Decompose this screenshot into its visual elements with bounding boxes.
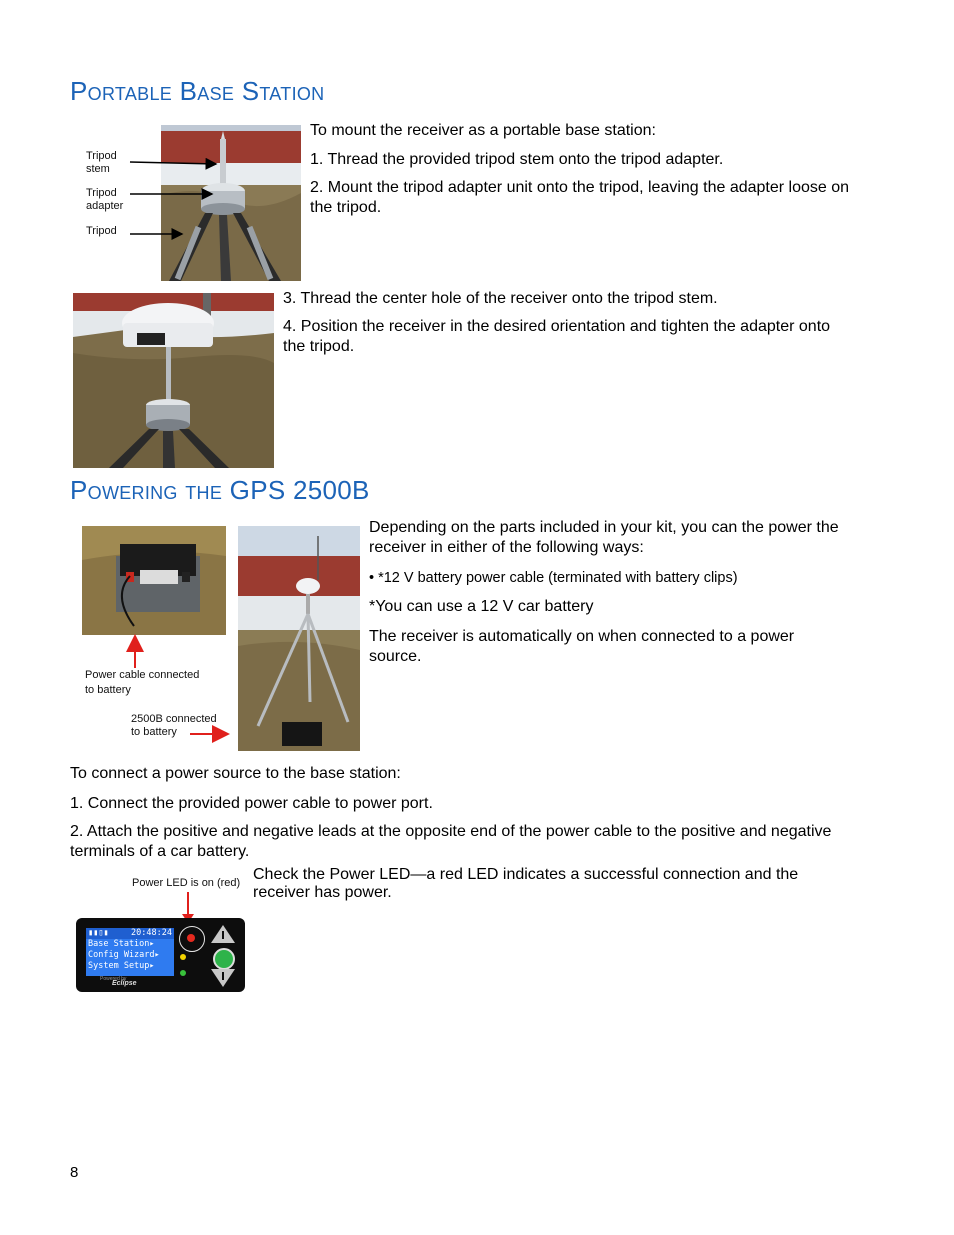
connect-step-1: 1. Connect the provided power cable to power port. [70, 795, 433, 812]
lcd-screen [86, 928, 174, 976]
lcd-menu-system-setup[interactable]: System Setup▸ [88, 961, 155, 971]
enter-button[interactable] [213, 948, 235, 970]
lcd-status-bar [86, 928, 174, 939]
signal-bars-icon: ▮▮▯▮ [88, 928, 109, 938]
receiver-display-panel [76, 918, 245, 992]
field-tripod-photo [238, 526, 360, 751]
power-option-bullet: • *12 V battery power cable (terminated with battery clips) [369, 570, 738, 586]
label-tripod: Tripod [86, 225, 117, 237]
label-power-led: Power LED is on (red) [132, 877, 241, 889]
up-arrow-button[interactable] [210, 924, 236, 944]
mount-intro: To mount the receiver as a portable base station: [310, 122, 656, 139]
red-arrows [120, 630, 240, 745]
label-tripod-stem: Tripod stem [86, 150, 117, 175]
section-title-powering: Powering the GPS 2500B [70, 475, 370, 505]
eclipse-logo: Eclipse [112, 980, 137, 987]
mount-step-4: 4. Position the receiver in the desired orientation and tighten the adapter onto the tripod. [283, 318, 831, 355]
page-number: 8 [70, 1164, 79, 1181]
connect-step-2: 2. Attach the positive and negative leads at the opposite end of the power cable to the positive and negative terminals of a car battery. [70, 823, 832, 860]
lcd-time: 20:48:24 [131, 928, 172, 938]
status-led-yellow-icon [180, 954, 186, 960]
connect-intro: To connect a power source to the base station: [70, 765, 401, 782]
mount-step-2: 2. Mount the tripod adapter unit onto the tripod, leaving the adapter loose on the tripod. [310, 179, 850, 216]
battery-photo [82, 526, 226, 635]
powered-by-text: Powered by [100, 976, 127, 982]
power-led-icon [187, 934, 195, 942]
status-led-green-icon [180, 970, 186, 976]
lcd-menu-base-station[interactable]: Base Station▸ [88, 939, 155, 949]
label-power-cable-connected: Power cable connected to battery [85, 669, 200, 696]
mount-step-1: 1. Thread the provided tripod stem onto the tripod adapter. [310, 151, 724, 168]
car-battery-note: *You can use a 12 V car battery [369, 598, 594, 615]
pointer-arrows [120, 150, 230, 250]
down-arrow-button[interactable] [210, 968, 236, 988]
section-title-portable-base-station: Portable Base Station [70, 76, 325, 106]
mount-step-3: 3. Thread the center hole of the receiver onto the tripod stem. [283, 290, 718, 307]
label-tripod-adapter: Tripod adapter [86, 187, 124, 212]
auto-on-text: The receiver is automatically on when connected to a power source. [369, 628, 795, 665]
label-2500b-connected: 2500B connected to battery [131, 713, 217, 738]
receiver-on-tripod-photo [73, 293, 274, 468]
led-check-text: Check the Power LED—a red LED indicates a successful connection and the receiver has power. [253, 866, 799, 901]
power-intro: Depending on the parts included in your kit, you can the power the receiver in either of the following ways: [369, 519, 839, 556]
lcd-menu-config-wizard[interactable]: Config Wizard▸ [88, 950, 160, 960]
